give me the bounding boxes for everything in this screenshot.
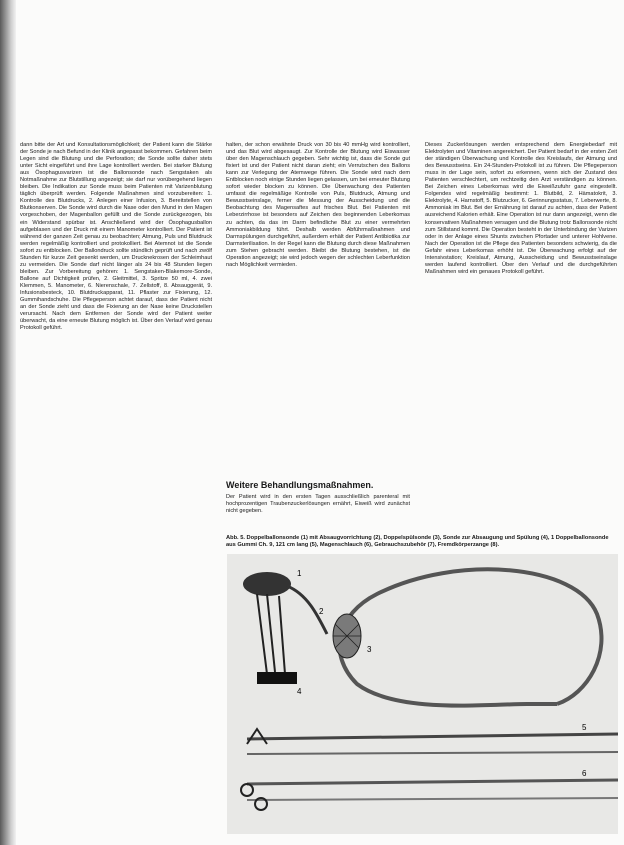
column-text: dann bitte der Art und Konsultationsmöglichkeit; der Patient kann die Stärke der Sonde je nach Befund in der Klinik angepasst bekommen. Gefahren beim Legen sind die Blutung und die Perforation; die Sonde sollte daher stets unter Sicht eingeführt und ihre Lage kontrolliert werden. Bei starker Blutung aus Ösophagusvarizen ist die Ballonsonde nach Sengstaken als Notmaßnahme zur Blutstillung angezeigt; sie darf nur vorübergehend liegen bleiben. Die Indikation zur Sonde muss beim Patienten mit Varizenblutung täglich überprüft werden. Folgende Maßnahmen sind vorzubereiten: 1. Kontrolle des Blutdrucks, 2. Anlegen einer Infusion, 3. Bereitstellen von Blutkonserven. Die Sonde wird durch die Nase oder den Mund in den Magen vorgeschoben, der Magenballon gefüllt und die Sonde zurückgezogen, bis ein Widerstand spürbar ist. Anschließend wird der Ösophagusballon aufgeblasen und der Druck mit einem Manometer kontrolliert. Der Patient ist während der ganzen Zeit genau zu beobachten; Atmung, Puls und Blutdruck werden regelmäßig kontrolliert und protokolliert. Bei Atemnot ist die Sonde sofort zu entblocken. Der Ballondruck sollte stündlich geprüft und nach zwölf Stunden für kurze Zeit gesenkt werden, um Drucknekrosen der Schleimhaut zu vermeiden. Die Sonde darf nicht länger als 24 bis 48 Stunden liegen bleiben. Zur Vorbereitung gehören: 1. Sengstaken-Blakemore-Sonde, Ballone auf Dichtigkeit prüfen, 2. Gleitmittel, 3. Spritze 50 ml, 4. zwei Klemmen, 5. Manometer, 6. Nierenschale, 7. Zellstoff, 8. Absauggerät, 9. Infusionsbesteck, 10. Blutdruckapparat, 11. Pflaster zur Fixierung, 12. Gummihandschuhe. Die Pflegeperson achtet darauf, dass der Patient nicht an der Sonde zieht und dass die Fixierung an der Nase keine Druckstellen verursacht. Nach dem Entfernen der Sonde wird der Patient weiter überwacht, da eine erneute Blutung möglich ist. Über den Verlauf wird genau Protokoll geführt. [20,142,212,332]
text-column-middle [226,142,410,492]
column-text: Der Patient wird in den ersten Tagen ausschließlich parenteral mit hochprozentigen Traubenzuckerlösungen ernährt, Eiweiß wird zunächst nicht gegeben. [226,494,410,515]
photo-label: 4 [297,687,302,696]
figure-photo [227,554,618,834]
section-heading: Weitere Behandlungsmaßnahmen. [226,480,374,490]
column-text: halten, der schon erwähnte Druck von 30 bis 40 mmHg wird kontrolliert, und das Blut wird abgesaugt. Zur Kontrolle der Blutung wird Eiswasser über den Magenschlauch gegeben. Sehr wichtig ist, dass die Sonde gut fixiert ist und der Patient nicht daran zieht; ein Verrutschen des Ballons kann zur Verlegung der Atemwege führen. Die Sonde wird nach dem Entblocken noch einige Stunden liegen gelassen, um bei erneuter Blutung sofort wieder blocken zu können. Die Überwachung des Patienten umfasst die regelmäßige Kontrolle von Puls, Blutdruck, Atmung und Bewusstseinslage, ferner die Messung der Ausscheidung und die Beobachtung des Magensaftes auf frisches Blut. Bei Patienten mit Leberzirrhose ist besonders auf Zeichen des beginnenden Leberkomas zu achten, da das im Darm befindliche Blut zu einer vermehrten Ammoniakbildung führt. Deshalb werden Abführmaßnahmen und Darmspülungen durchgeführt, außerdem erhält der Patient Antibiotika zur Darmsterilisation. In der Regel kann die Blutung durch diese Maßnahmen zum Stehen gebracht werden. Bleibt die Blutung bestehen, ist die Operation angezeigt; sie wird jedoch wegen der schlechten Leberfunktion nach Möglichkeit vermieden. [226,142,410,268]
photo-label: 2 [319,607,324,616]
column-text: Dieses Zuckerlösungen werden entsprechend dem Energiebedarf mit Elektrolyten und Vitaminen angereichert. Der Patient bedarf in der ersten Zeit der ständigen Überwachung und Kontrolle des Kreislaufs, der Atmung und des Bewusstseins. Ein 24-Stunden-Protokoll ist zu führen. Die Pflegeperson muss in der Lage sein, sofort zu erkennen, wenn sich der Zustand des Patienten verschlechtert, um rechtzeitig den Arzt verständigen zu können. Bei Zeichen eines Leberkomas wird die Eiweißzufuhr ganz eingestellt. Folgendes wird regelmäßig bestimmt: 1. Blutbild, 2. Hämatokrit, 3. Elektrolyte, 4. Harnstoff, 5. Blutzucker, 6. Gerinnungsstatus, 7. Leberwerte, 8. Ammoniak im Blut. Bei der Ernährung ist darauf zu achten, dass der Patient ausreichend Kalorien erhält. Eine Operation ist nur dann angezeigt, wenn die konservativen Maßnahmen versagen und die Blutung trotz Ballonsonde nicht zum Stillstand kommt. Die Operation besteht in der Unterbindung der Varizen oder in der Anlage eines Shunts zwischen Pfortader und unterer Hohlvene. Nach der Operation ist die Pflege des Patienten besonders schwierig, da die Gefahr eines Leberkomas erhöht ist. Die Überwachung erfolgt auf der Intensivstation; Kreislauf, Atmung, Ausscheidung und Bewusstseinslage werden laufend kontrolliert. Über den Verlauf und die durchgeführten Maßnahmen wird ein genaues Protokoll geführt. [425,142,617,275]
figure-caption: Abb. 5. Doppelballonsonde (1) mit Absaugvorrichtung (2), Doppelspülsonde (3), Sonde zur Absaugung und Spülung (4), 1 Doppelballonsonde aus Gummi Ch. 9, 121 cm lang (5), Magenschlauch (6), Gebrauchszubehör (7), Fremdkörperzange (8). [226,535,609,549]
photo-label: 3 [367,645,372,654]
text-column-middle-continued [226,494,410,530]
text-column-left [20,142,212,832]
photo-label: 1 [297,569,302,578]
text-column-right [425,142,617,532]
rubber-balloon-icon [243,572,291,596]
photo-background [227,554,618,834]
photo-label: 5 [582,723,587,732]
page-gutter-shadow [0,0,16,845]
clamp-block-icon [257,672,297,684]
photo-label: 6 [582,769,587,778]
